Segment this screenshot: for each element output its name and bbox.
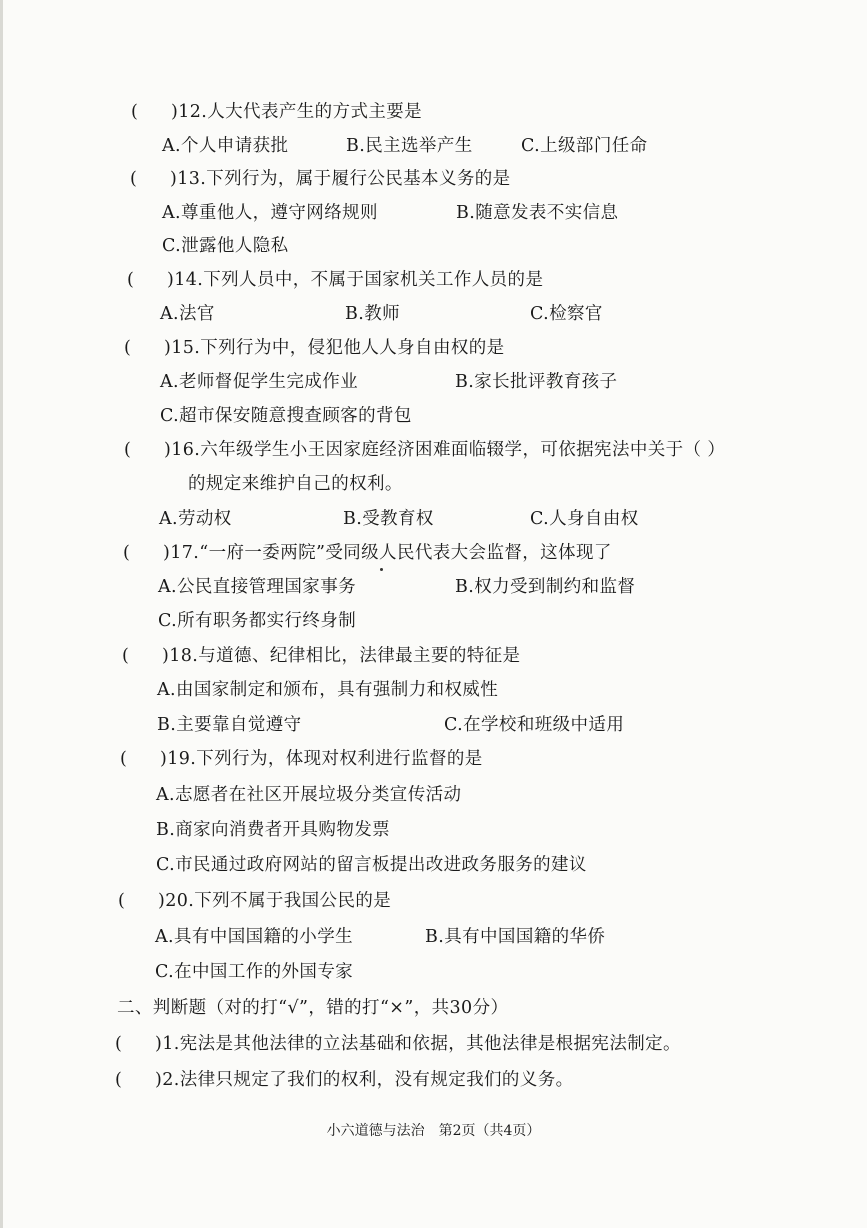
q19-option-b: B.商家向消费者开具购物发票 [156,820,391,840]
answer-paren: ( [130,169,138,189]
question-16-stem: ( )16.六年级学生小王因家庭经济困难面临辍学，可依据宪法中关于（ ） [124,440,726,460]
answer-paren: ( [131,102,139,122]
q16-option-b: B.受教育权 [343,509,434,529]
scan-edge [0,0,3,1228]
answer-paren: ( [124,440,132,460]
question-15-stem: ( )15.下列行为中，侵犯他人人身自由权的是 [124,338,505,358]
q19-option-c: C.市民通过政府网站的留言板提出改进政务服务的建议 [156,855,587,875]
judge-item-2: ( )2.法律只规定了我们的权利，没有规定我们的义务。 [115,1070,574,1090]
page-footer: 小六道德与法治 第2页（共4页） [326,1123,541,1139]
q20-option-b: B.具有中国国籍的华侨 [425,927,606,947]
q15-option-b: B.家长批评教育孩子 [455,372,618,392]
q19-option-a: A.志愿者在社区开展垃圾分类宣传活动 [156,785,462,805]
q17-option-b: B.权力受到制约和监督 [455,577,636,597]
answer-paren: ( [115,1034,123,1054]
q15-option-a: A.老师督促学生完成作业 [160,372,358,392]
section-2-heading: 二、判断题（对的打“√”，错的打“×”，共30分） [117,998,509,1018]
q20-option-a: A.具有中国国籍的小学生 [155,927,353,947]
question-18-stem: ( )18.与道德、纪律相比，法律最主要的特征是 [122,646,521,666]
q20-option-c: C.在中国工作的外国专家 [155,962,354,982]
answer-paren: ( [127,270,135,290]
answer-paren: ( [122,646,130,666]
q14-option-a: A.法官 [160,304,215,324]
answer-paren: ( [118,891,126,911]
q18-option-b: B.主要靠自觉遵守 [157,715,302,735]
judge-item-1: ( )1.宪法是其他法律的立法基础和依据，其他法律是根据宪法制定。 [115,1034,681,1054]
q18-option-c: C.在学校和班级中适用 [444,715,625,735]
q12-option-b: B.民主选举产生 [346,136,473,156]
question-12-stem: ( )12.人大代表产生的方式主要是 [131,102,423,122]
answer-paren: ( [124,338,132,358]
q12-option-c: C.上级部门任命 [521,136,648,156]
q16-option-a: A.劳动权 [159,509,232,529]
q13-option-a: A.尊重他人，遵守网络规则 [162,203,378,223]
answer-paren: ( [123,543,131,563]
question-14-stem: ( )14.下列人员中，不属于国家机关工作人员的是 [127,270,544,290]
q16-option-c: C.人身自由权 [530,509,639,529]
q14-option-b: B.教师 [345,304,401,324]
scan-speck [380,568,383,571]
q17-option-c: C.所有职务都实行终身制 [158,611,357,631]
question-17-stem: ( )17.“一府一委两院”受同级人民代表大会监督，这体现了 [123,543,612,563]
q17-option-a: A.公民直接管理国家事务 [158,577,356,597]
q13-option-b: B.随意发表不实信息 [456,203,619,223]
q15-option-c: C.超市保安随意搜查顾客的背包 [160,406,412,426]
q14-option-c: C.检察官 [530,304,603,324]
question-20-stem: ( )20.下列不属于我国公民的是 [118,891,392,911]
question-16-stem-cont: 的规定来维护自己的权利。 [188,474,403,494]
q13-option-c: C.泄露他人隐私 [162,236,289,256]
question-19-stem: ( )19.下列行为，体现对权利进行监督的是 [120,749,483,769]
q18-option-a: A.由国家制定和颁布，具有强制力和权威性 [157,680,499,700]
answer-paren: ( [120,749,128,769]
q12-option-a: A.个人申请获批 [162,136,289,156]
answer-paren: ( [115,1070,123,1090]
question-13-stem: ( )13.下列行为，属于履行公民基本义务的是 [130,169,511,189]
